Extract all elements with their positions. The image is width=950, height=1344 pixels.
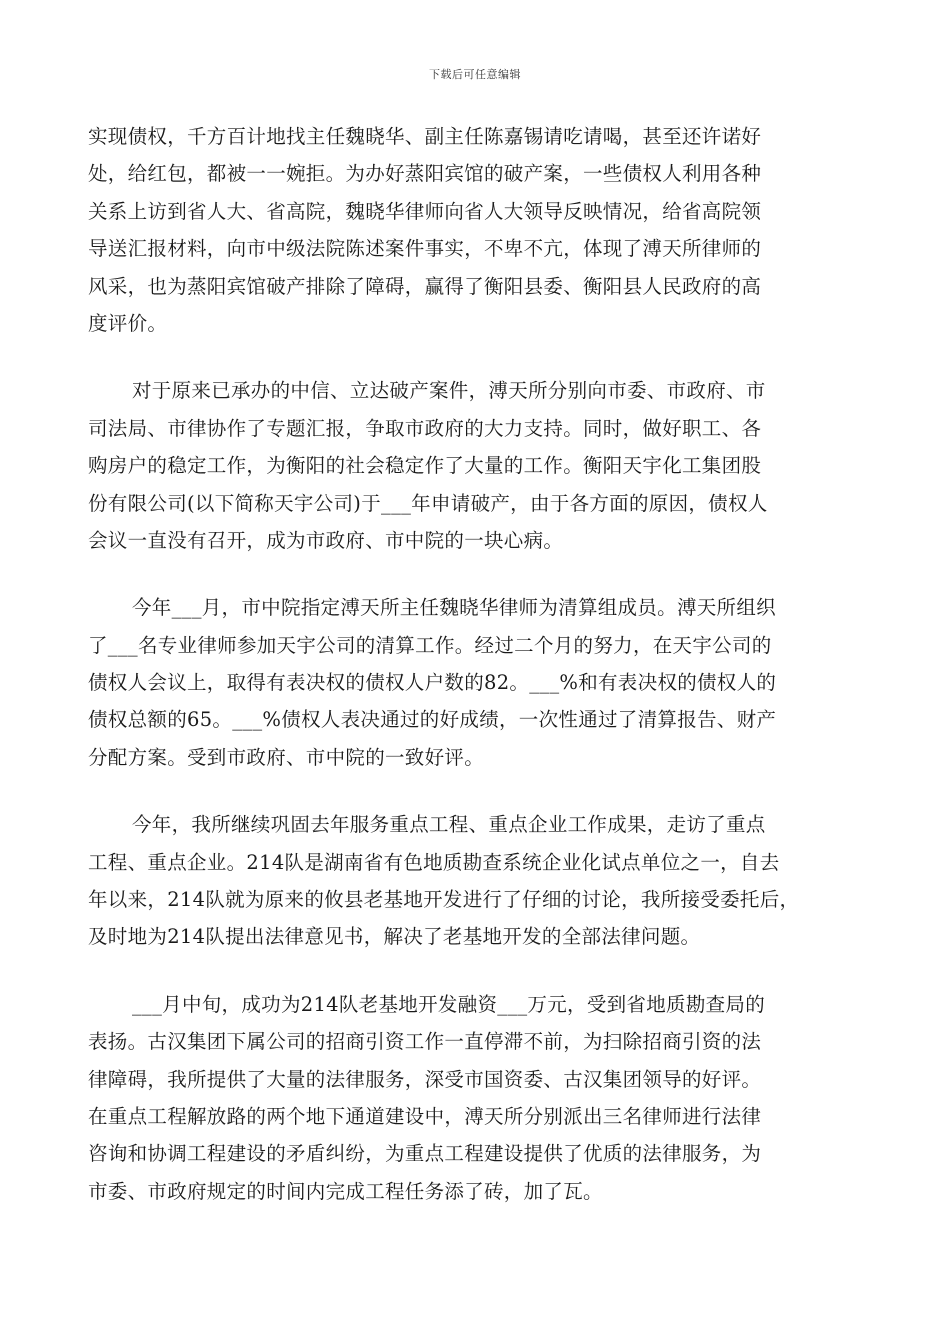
- text-line: 实现债权，千方百计地找主任魏晓华、副主任陈嘉锡请吃请喝，甚至还许诺好: [88, 125, 762, 148]
- text-line: 分配方案。受到市政府、市中院的一致好评。: [88, 745, 485, 769]
- text-line: 今年，我所继续巩固去年服务重点工程、重点企业工作成果，走访了重点: [132, 813, 766, 837]
- text-line: ___月中旬，成功为214队老基地开发融资___万元，受到省地质勘查局的: [132, 992, 766, 1016]
- paragraph-5: [88, 986, 878, 1210]
- text-line: 导送汇报材料，向市中级法院陈述案件事实，不卑不亢，体现了溥天所律师的: [88, 237, 762, 261]
- text-line: 律障碍，我所提供了大量的法律服务，深受市国资委、古汉集团领导的好评。: [88, 1067, 762, 1091]
- text-line: 对于原来已承办的中信、立达破产案件，溥天所分别向市委、市政府、市: [132, 379, 766, 403]
- text-line: 市委、市政府规定的时间内完成工程任务添了砖，加了瓦。: [88, 1179, 603, 1203]
- text-line: 风采，也为蒸阳宾馆破产排除了障碍，赢得了衡阳县委、衡阳县人民政府的高: [88, 274, 762, 298]
- text-line: 及时地为214队提出法律意见书，解决了老基地开发的全部法律问题。: [88, 925, 701, 949]
- text-line: 处，给红包，都被一一婉拒。为办好蒸阳宾馆的破产案，一些债权人利用各种: [88, 162, 762, 186]
- text-line: 关系上访到省人大、省高院，魏晓华律师向省人大领导反映情况，给省高院领: [88, 199, 762, 223]
- text-line: 表扬。古汉集团下属公司的招商引资工作一直停滞不前，为扫除招商引资的法: [88, 1030, 762, 1054]
- text-line: 度评价。: [88, 311, 168, 335]
- text-line: 债权人会议上，取得有表决权的债权人户数的82。___%和有表决权的债权人的: [88, 671, 777, 695]
- document-body: [88, 118, 878, 1240]
- page-header: 下载后可任意编辑: [429, 68, 521, 81]
- text-line: 工程、重点企业。214队是湖南省有色地质勘查系统企业化试点单位之一，自去: [88, 850, 780, 874]
- paragraph-4: [88, 806, 878, 956]
- text-line: 年以来，214队就为原来的攸县老基地开发进行了仔细的讨论，我所接受委托后，: [88, 888, 800, 912]
- text-line: 份有限公司(以下简称天宇公司)于___年申请破产，由于各方面的原因，债权人: [88, 491, 768, 515]
- paragraph-2: [88, 372, 878, 559]
- paragraph-3: [88, 589, 878, 776]
- text-line: 今年___月，市中院指定溥天所主任魏晓华律师为清算组成员。溥天所组织: [132, 596, 776, 620]
- paragraph-1: [88, 118, 878, 342]
- text-line: 会议一直没有召开，成为市政府、市中院的一块心病。: [88, 528, 564, 552]
- text-line: 咨询和协调工程建设的矛盾纠纷，为重点工程建设提供了优质的法律服务，为: [88, 1142, 762, 1166]
- text-line: 了___名专业律师参加天宇公司的清算工作。经过二个月的努力，在天宇公司的: [88, 633, 772, 657]
- text-line: 债权总额的65。___%债权人表决通过的好成绩，一次性通过了清算报告、财产: [88, 708, 777, 732]
- text-line: 司法局、市律协作了专题汇报，争取市政府的大力支持。同时，做好职工、各: [88, 416, 762, 440]
- text-line: 在重点工程解放路的两个地下通道建设中，溥天所分别派出三名律师进行法律: [88, 1104, 762, 1128]
- text-line: 购房户的稳定工作，为衡阳的社会稳定作了大量的工作。衡阳天宇化工集团股: [88, 454, 762, 478]
